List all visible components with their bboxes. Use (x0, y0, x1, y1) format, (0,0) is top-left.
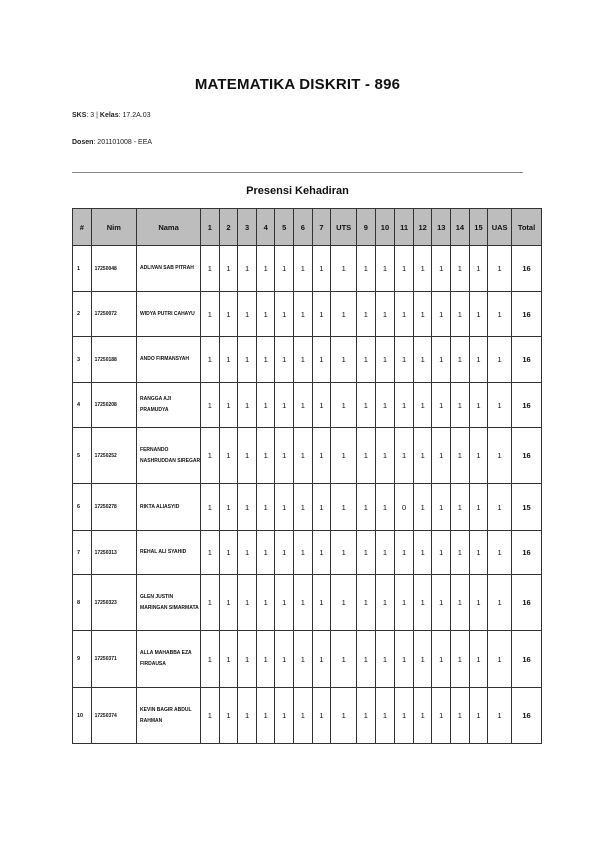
attendance-mark: 1 (294, 383, 313, 428)
student-name: ALLA MAHABBA EZA FIRDAUSA (137, 631, 201, 688)
attendance-mark: 1 (451, 484, 470, 531)
column-header: Nim (91, 209, 136, 246)
table-row (73, 631, 542, 688)
column-header: 2 (219, 209, 238, 246)
attendance-mark: 1 (275, 484, 294, 531)
column-header: 3 (238, 209, 257, 246)
table-row (73, 575, 542, 631)
student-name: RIKTA ALIASYID (137, 484, 201, 531)
attendance-mark: 1 (395, 531, 414, 575)
attendance-mark: 1 (331, 631, 357, 688)
student-nim: 17250208 (91, 383, 136, 428)
student-nim: 17250048 (91, 246, 136, 292)
attendance-mark: 1 (432, 428, 451, 484)
kelas-value: : 17.2A.03 (118, 112, 151, 119)
attendance-mark: 1 (219, 428, 238, 484)
kelas-label: Kelas (99, 112, 119, 119)
column-header: Total (512, 209, 542, 246)
attendance-mark: 1 (413, 575, 432, 631)
attendance-mark: 1 (201, 383, 220, 428)
attendance-mark: 1 (294, 484, 313, 531)
attendance-total: 15 (512, 484, 542, 531)
attendance-mark: 1 (488, 292, 512, 337)
attendance-mark: 1 (395, 337, 414, 383)
row-number: 1 (73, 246, 92, 292)
student-name: KEVIN BAGIR ABDUL RAHMAN (137, 688, 201, 744)
attendance-mark: 1 (201, 246, 220, 292)
attendance-mark: 1 (256, 575, 275, 631)
attendance-mark: 1 (312, 383, 331, 428)
attendance-mark: 1 (201, 575, 220, 631)
column-header: Nama (137, 209, 201, 246)
attendance-mark: 1 (312, 292, 331, 337)
row-number: 8 (73, 575, 92, 631)
section-title: Presensi Kehadiran (246, 185, 349, 197)
column-header: 12 (413, 209, 432, 246)
dosen-value: : 201101008 - EEA (93, 139, 153, 146)
attendance-total: 16 (512, 688, 542, 744)
attendance-mark: 1 (451, 531, 470, 575)
attendance-mark: 1 (238, 337, 257, 383)
attendance-mark: 1 (331, 688, 357, 744)
attendance-mark: 1 (375, 631, 395, 688)
attendance-mark: 1 (275, 246, 294, 292)
attendance-mark: 1 (312, 688, 331, 744)
student-name: FERNANDO NASHRUDDAN SIREGAR (137, 428, 201, 484)
attendance-mark: 1 (294, 246, 313, 292)
table-row (73, 688, 542, 744)
attendance-mark: 1 (275, 531, 294, 575)
column-header: 4 (256, 209, 275, 246)
attendance-mark: 1 (201, 484, 220, 531)
attendance-mark: 1 (219, 688, 238, 744)
column-header: # (73, 209, 92, 246)
attendance-mark: 1 (469, 246, 488, 292)
student-nim: 17250252 (91, 428, 136, 484)
attendance-mark: 1 (331, 428, 357, 484)
attendance-mark: 1 (357, 292, 376, 337)
attendance-mark: 1 (238, 631, 257, 688)
attendance-mark: 1 (275, 688, 294, 744)
attendance-mark: 1 (256, 383, 275, 428)
attendance-mark: 1 (469, 484, 488, 531)
student-nim: 17250374 (91, 688, 136, 744)
attendance-mark: 1 (451, 337, 470, 383)
attendance-mark: 1 (219, 575, 238, 631)
attendance-mark: 1 (201, 428, 220, 484)
attendance-mark: 1 (357, 484, 376, 531)
attendance-mark: 1 (432, 246, 451, 292)
attendance-total: 16 (512, 631, 542, 688)
attendance-mark: 1 (375, 292, 395, 337)
attendance-mark: 1 (357, 688, 376, 744)
row-number: 9 (73, 631, 92, 688)
attendance-mark: 1 (432, 383, 451, 428)
attendance-mark: 1 (256, 688, 275, 744)
attendance-mark: 1 (238, 484, 257, 531)
attendance-mark: 1 (469, 531, 488, 575)
attendance-mark: 1 (413, 531, 432, 575)
attendance-total: 16 (512, 337, 542, 383)
course-info (72, 112, 151, 119)
attendance-mark: 1 (219, 383, 238, 428)
attendance-mark: 1 (294, 531, 313, 575)
attendance-mark: 1 (469, 688, 488, 744)
column-header: 13 (432, 209, 451, 246)
column-header: UTS (331, 209, 357, 246)
attendance-mark: 1 (432, 292, 451, 337)
attendance-mark: 1 (469, 575, 488, 631)
column-header: 10 (375, 209, 395, 246)
attendance-mark: 1 (312, 428, 331, 484)
attendance-mark: 1 (201, 631, 220, 688)
student-nim: 17250072 (91, 292, 136, 337)
column-header: 14 (451, 209, 470, 246)
attendance-mark: 1 (256, 484, 275, 531)
attendance-mark: 1 (331, 246, 357, 292)
attendance-mark: 1 (488, 383, 512, 428)
page-title: MATEMATIKA DISKRIT - 896 (194, 76, 401, 93)
attendance-mark: 1 (294, 337, 313, 383)
attendance-mark: 1 (488, 428, 512, 484)
column-header: UAS (488, 209, 512, 246)
attendance-mark: 1 (413, 383, 432, 428)
attendance-mark: 1 (275, 337, 294, 383)
attendance-mark: 1 (432, 688, 451, 744)
student-nim: 17250313 (91, 531, 136, 575)
column-header: 6 (294, 209, 313, 246)
attendance-mark: 1 (357, 337, 376, 383)
attendance-mark: 1 (451, 575, 470, 631)
attendance-mark: 1 (375, 484, 395, 531)
attendance-mark: 1 (256, 631, 275, 688)
attendance-total: 16 (512, 383, 542, 428)
attendance-mark: 1 (413, 246, 432, 292)
attendance-mark: 1 (413, 484, 432, 531)
attendance-mark: 1 (219, 631, 238, 688)
dosen-label: Dosen (72, 139, 94, 146)
attendance-mark: 1 (413, 428, 432, 484)
student-name: WIDYA PUTRI CAHAYU (137, 292, 201, 337)
attendance-total: 16 (512, 428, 542, 484)
attendance-mark: 1 (432, 337, 451, 383)
column-header: 15 (469, 209, 488, 246)
attendance-mark: 1 (357, 575, 376, 631)
attendance-mark: 1 (488, 337, 512, 383)
column-header: 5 (275, 209, 294, 246)
attendance-mark: 1 (275, 428, 294, 484)
sks-label: SKS (72, 112, 87, 119)
attendance-mark: 1 (201, 292, 220, 337)
attendance-mark: 1 (488, 575, 512, 631)
student-nim: 17250188 (91, 337, 136, 383)
lecturer-info (72, 139, 152, 146)
row-number: 3 (73, 337, 92, 383)
student-name: ANDO FIRMANSYAH (137, 337, 201, 383)
attendance-mark: 1 (312, 575, 331, 631)
attendance-mark: 1 (395, 575, 414, 631)
attendance-mark: 1 (331, 575, 357, 631)
attendance-mark: 1 (357, 246, 376, 292)
attendance-mark: 1 (357, 383, 376, 428)
attendance-mark: 1 (469, 292, 488, 337)
attendance-mark: 1 (432, 484, 451, 531)
attendance-mark: 1 (294, 688, 313, 744)
attendance-mark: 1 (331, 337, 357, 383)
attendance-mark: 1 (219, 531, 238, 575)
attendance-mark: 1 (312, 531, 331, 575)
attendance-mark: 1 (238, 575, 257, 631)
attendance-mark: 1 (312, 337, 331, 383)
attendance-mark: 1 (451, 631, 470, 688)
sks-value: : 3 | (86, 112, 100, 119)
attendance-mark: 1 (451, 383, 470, 428)
attendance-mark: 1 (294, 575, 313, 631)
table-row (73, 246, 542, 292)
attendance-mark: 1 (375, 575, 395, 631)
attendance-mark: 1 (395, 292, 414, 337)
attendance-mark: 1 (395, 631, 414, 688)
row-number: 5 (73, 428, 92, 484)
attendance-mark: 1 (294, 428, 313, 484)
attendance-mark: 1 (451, 292, 470, 337)
attendance-mark: 1 (488, 484, 512, 531)
table-row (73, 292, 542, 337)
attendance-mark: 1 (312, 631, 331, 688)
row-number: 7 (73, 531, 92, 575)
attendance-mark: 1 (238, 428, 257, 484)
attendance-mark: 1 (413, 688, 432, 744)
row-number: 10 (73, 688, 92, 744)
column-header: 7 (312, 209, 331, 246)
attendance-mark: 1 (312, 246, 331, 292)
attendance-mark: 1 (256, 531, 275, 575)
attendance-mark: 1 (488, 631, 512, 688)
attendance-mark: 1 (219, 484, 238, 531)
table-header-row (73, 209, 542, 246)
attendance-mark: 1 (238, 688, 257, 744)
attendance-mark: 1 (331, 292, 357, 337)
table-row (73, 484, 542, 531)
column-header: 11 (395, 209, 414, 246)
attendance-mark: 1 (469, 383, 488, 428)
attendance-mark: 1 (331, 484, 357, 531)
attendance-mark: 1 (238, 292, 257, 337)
attendance-mark: 1 (357, 531, 376, 575)
attendance-mark: 1 (432, 575, 451, 631)
attendance-mark: 1 (432, 631, 451, 688)
attendance-mark: 1 (294, 631, 313, 688)
attendance-mark: 1 (375, 383, 395, 428)
attendance-mark: 1 (413, 631, 432, 688)
attendance-mark: 1 (395, 428, 414, 484)
attendance-mark: 1 (275, 631, 294, 688)
attendance-mark: 1 (357, 428, 376, 484)
attendance-mark: 1 (238, 246, 257, 292)
attendance-mark: 1 (201, 531, 220, 575)
table-row (73, 428, 542, 484)
student-name: RANGGA AJI PRAMUDYA (137, 383, 201, 428)
attendance-mark: 1 (331, 383, 357, 428)
table-row (73, 531, 542, 575)
student-nim: 17250371 (91, 631, 136, 688)
attendance-mark: 1 (238, 383, 257, 428)
row-number: 2 (73, 292, 92, 337)
attendance-mark: 1 (294, 292, 313, 337)
row-number: 4 (73, 383, 92, 428)
student-nim: 17250278 (91, 484, 136, 531)
attendance-mark: 1 (331, 531, 357, 575)
table-row (73, 337, 542, 383)
attendance-mark: 1 (432, 531, 451, 575)
attendance-mark: 1 (451, 246, 470, 292)
column-header: 1 (201, 209, 220, 246)
attendance-mark: 1 (451, 428, 470, 484)
attendance-mark: 1 (451, 688, 470, 744)
attendance-mark: 1 (219, 292, 238, 337)
attendance-mark: 1 (312, 484, 331, 531)
attendance-mark: 1 (395, 383, 414, 428)
student-nim: 17250323 (91, 575, 136, 631)
attendance-mark: 1 (469, 631, 488, 688)
attendance-mark: 1 (375, 531, 395, 575)
attendance-mark: 1 (413, 337, 432, 383)
attendance-mark: 1 (395, 688, 414, 744)
attendance-mark: 1 (413, 292, 432, 337)
student-name: REHAL ALI SYAHID (137, 531, 201, 575)
attendance-mark: 1 (275, 383, 294, 428)
student-name: ADLIVAN SAB PITRAH (137, 246, 201, 292)
attendance-mark: 1 (469, 337, 488, 383)
attendance-mark: 1 (488, 531, 512, 575)
attendance-total: 16 (512, 575, 542, 631)
attendance-total: 16 (512, 531, 542, 575)
attendance-mark: 1 (357, 631, 376, 688)
attendance-mark: 1 (256, 246, 275, 292)
attendance-mark: 1 (256, 292, 275, 337)
attendance-mark: 1 (488, 688, 512, 744)
attendance-mark: 1 (375, 337, 395, 383)
attendance-total: 16 (512, 292, 542, 337)
attendance-mark: 1 (375, 428, 395, 484)
attendance-mark: 1 (275, 292, 294, 337)
attendance-table (72, 208, 542, 744)
table-row (73, 383, 542, 428)
attendance-mark: 1 (395, 246, 414, 292)
column-header: 9 (357, 209, 376, 246)
attendance-mark: 1 (375, 246, 395, 292)
attendance-mark: 1 (256, 337, 275, 383)
attendance-mark: 1 (469, 428, 488, 484)
attendance-mark: 1 (219, 337, 238, 383)
attendance-total: 16 (512, 246, 542, 292)
attendance-mark: 0 (395, 484, 414, 531)
attendance-mark: 1 (238, 531, 257, 575)
attendance-mark: 1 (488, 246, 512, 292)
attendance-mark: 1 (201, 337, 220, 383)
attendance-mark: 1 (219, 246, 238, 292)
student-name: GLEN JUSTIN MARINGAN SIMARMATA (137, 575, 201, 631)
divider (72, 172, 523, 173)
row-number: 6 (73, 484, 92, 531)
attendance-mark: 1 (275, 575, 294, 631)
attendance-mark: 1 (201, 688, 220, 744)
attendance-mark: 1 (375, 688, 395, 744)
attendance-mark: 1 (256, 428, 275, 484)
